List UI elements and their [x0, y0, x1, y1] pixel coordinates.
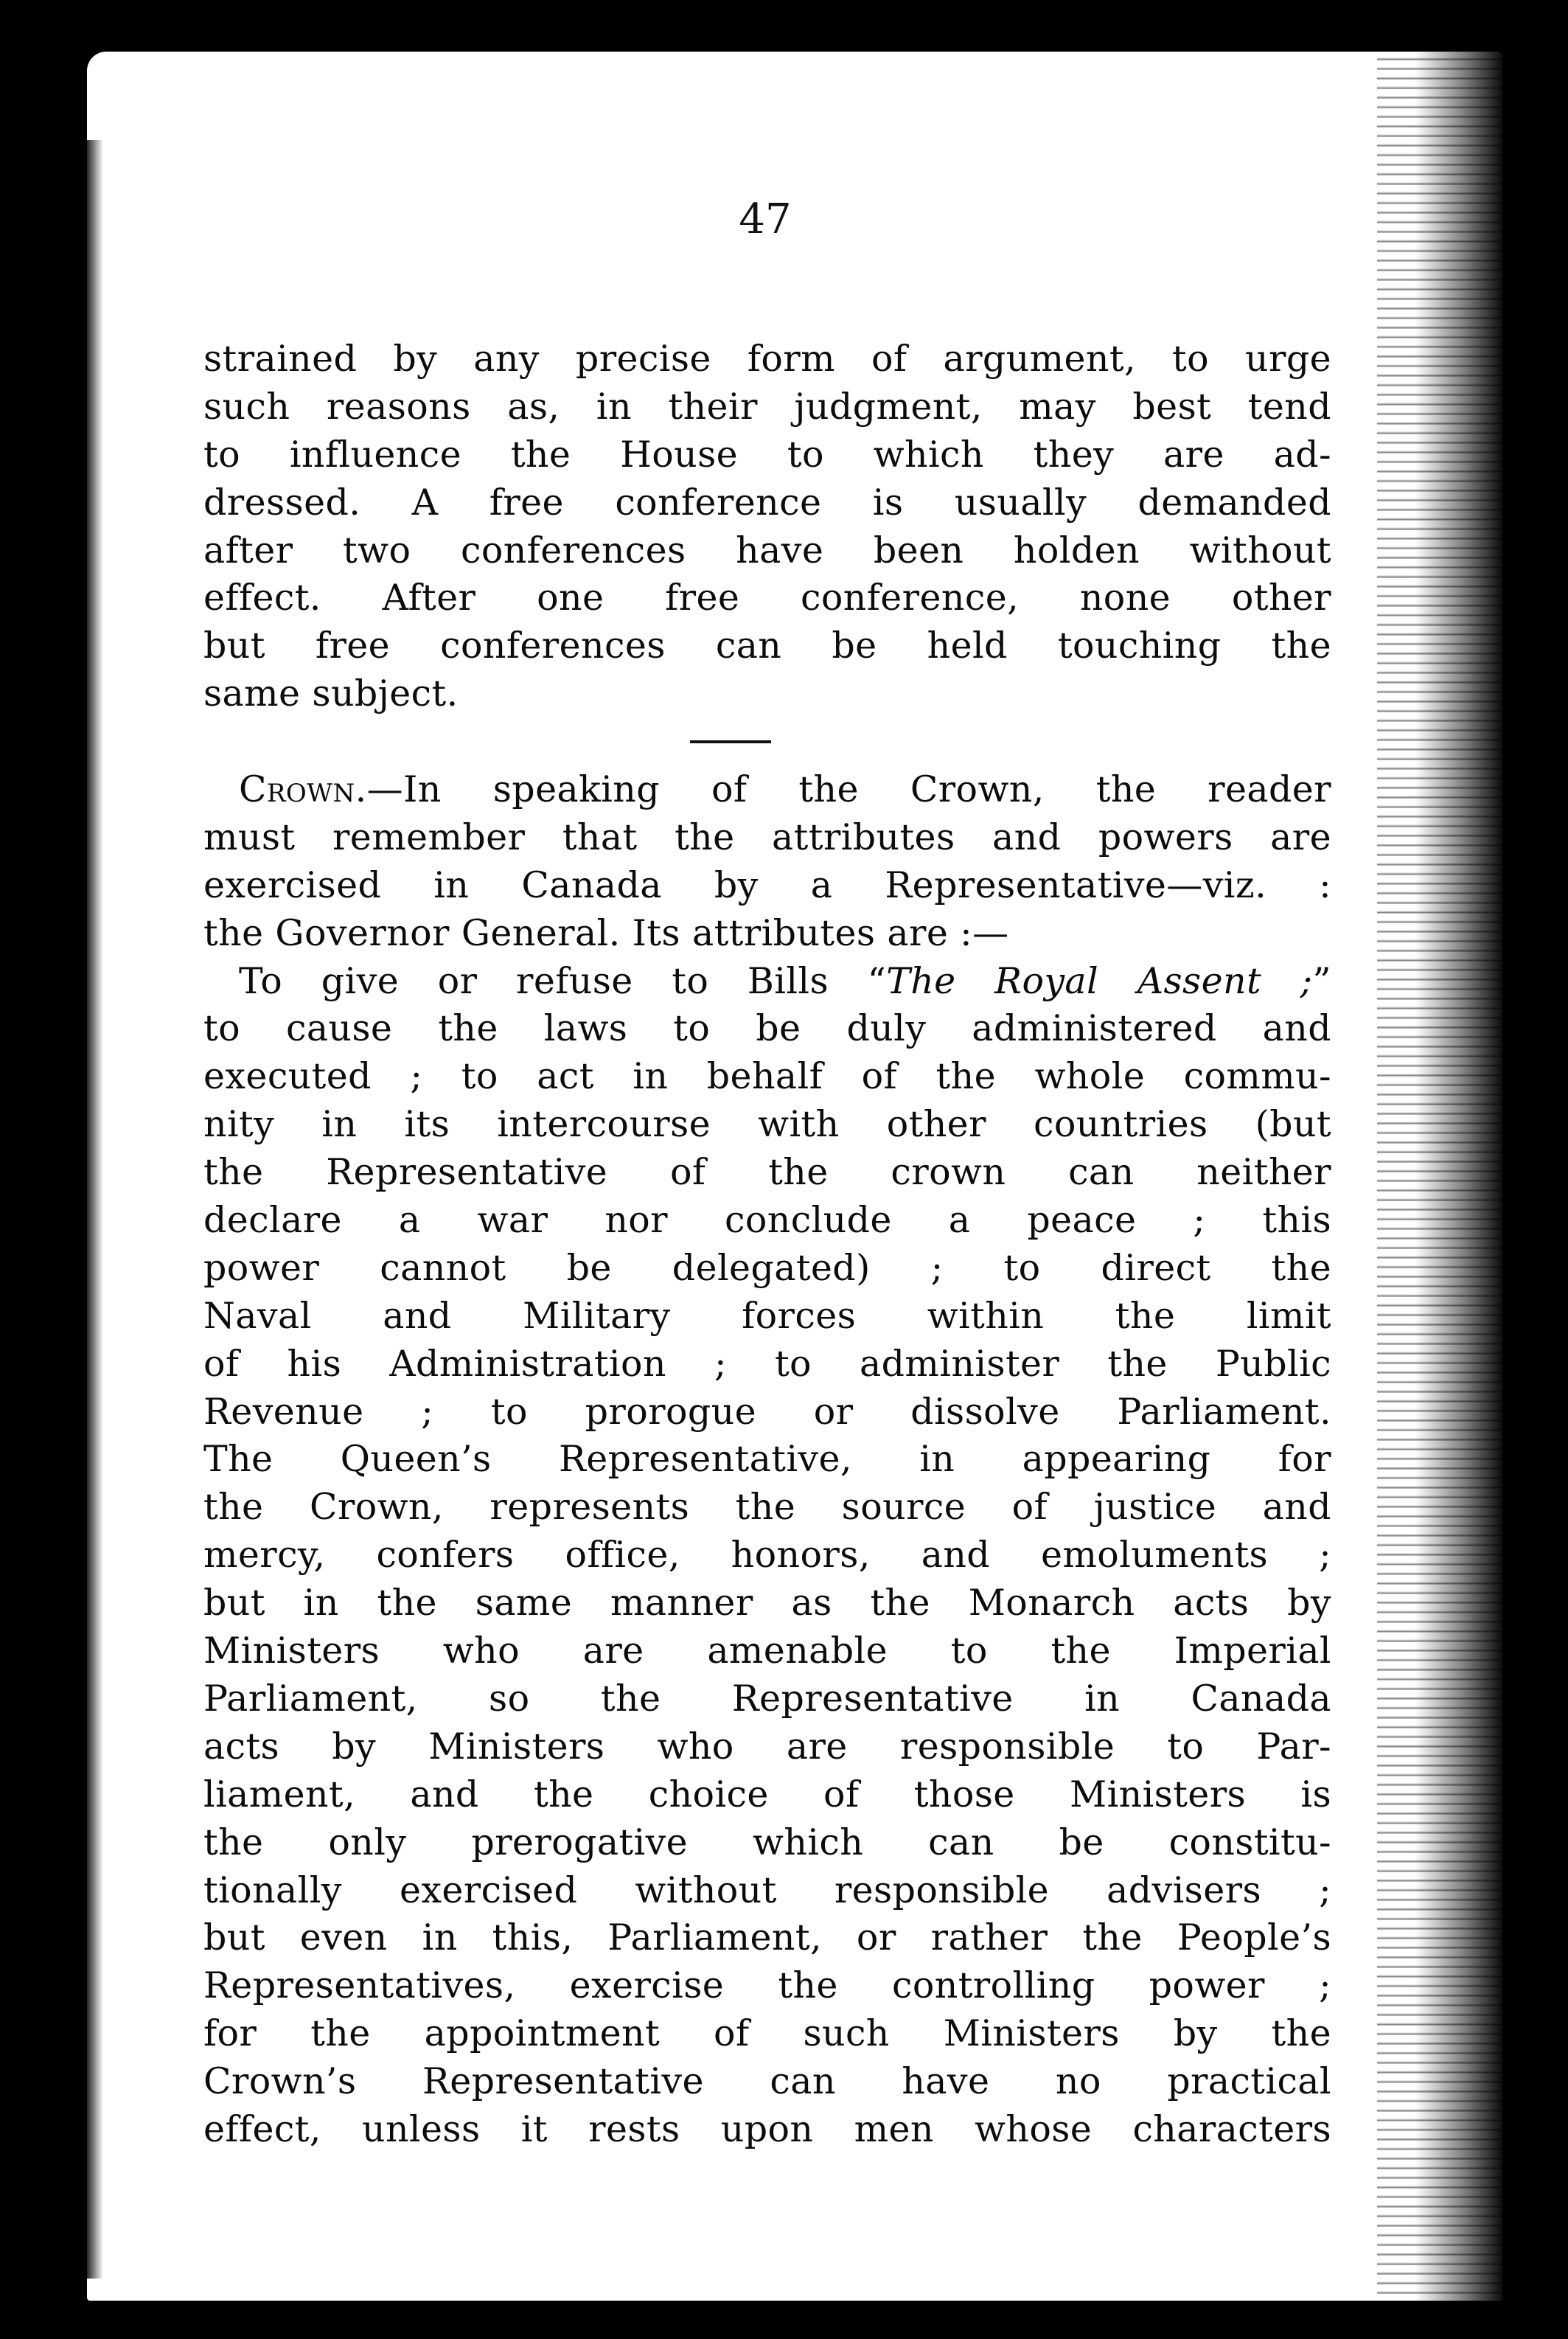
text-line: Parliament, so the Representative in Canada [203, 1677, 1331, 1720]
text-line: but even in this, Parliament, or rather the People’s [203, 1916, 1331, 1959]
text-segment: To give or refuse to Bills “ [239, 959, 887, 1002]
text-line: The Queen’s Representative, in appearing for [203, 1438, 1331, 1481]
text-line: exercised in Canada by a Representative—viz. : [203, 863, 1331, 906]
text-line [203, 766, 1331, 814]
text-line: mercy, confers office, honors, and emoluments ; [203, 1534, 1331, 1577]
text-line: Naval and Military forces within the limit [203, 1294, 1331, 1337]
text-line: to influence the House to which they are ad- [203, 433, 1331, 476]
italic-phrase: The Royal Assent ; [886, 959, 1313, 1002]
text-line: Ministers who are amenable to the Imperial [203, 1630, 1331, 1672]
text-line: after two conferences have been holden without [203, 529, 1331, 571]
text-line: executed ; to act in behalf of the whole commu- [203, 1055, 1331, 1098]
text-line: strained by any precise form of argument, to urge [203, 338, 1331, 380]
text-line: of his Administration ; to administer the Public [203, 1342, 1331, 1385]
separator-rule [690, 740, 771, 743]
text-line: same subject. [203, 672, 459, 715]
text-line: the Crown, represents the source of justice and [203, 1486, 1331, 1529]
text-line: must remember that the attributes and powers are [203, 816, 1331, 858]
text-line: acts by Ministers who are responsible to Par- [203, 1725, 1331, 1768]
text-segment: ” [1312, 959, 1331, 1002]
text-line: the only prerogative which can be constitu- [203, 1821, 1331, 1863]
text-line: to cause the laws to be duly administered and [203, 1007, 1331, 1050]
text-line: liament, and the choice of those Ministers is [203, 1773, 1331, 1815]
text-line: effect, unless it rests upon men whose characters [203, 2107, 1331, 2150]
text-line [203, 958, 1331, 1006]
page-left-edge-shadow [87, 140, 103, 2279]
text-line: declare a war nor conclude a peace ; this [203, 1199, 1331, 1242]
text-line-rest: —In speaking of the Crown, the reader [366, 768, 1331, 811]
text-line: effect. After one free conference, none other [203, 577, 1331, 619]
section-separator [203, 718, 1331, 766]
text-line: Crown’s Representative can have no practical [203, 2060, 1331, 2103]
text-line: power cannot be delegated) ; to direct the [203, 1246, 1331, 1289]
text-line: nity in its intercourse with other countries (but [203, 1103, 1331, 1146]
book-page [87, 52, 1502, 2301]
text-line: Revenue ; to prorogue or dissolve Parliament. [203, 1390, 1331, 1433]
section-heading: Crown. [239, 768, 367, 811]
text-line: for the appointment of such Ministers by the [203, 2012, 1331, 2055]
text-line: such reasons as, in their judgment, may best tend [203, 385, 1331, 428]
text-line: Representatives, exercise the controlling power ; [203, 1964, 1331, 2007]
text-line: the Representative of the crown can neither [203, 1151, 1331, 1194]
page-number: 47 [739, 195, 792, 243]
text-line: dressed. A free conference is usually demanded [203, 481, 1331, 524]
page-right-edge-shadow [1377, 52, 1502, 2301]
text-line: but free conferences can be held touching the [203, 625, 1331, 667]
body-text [203, 336, 1331, 2154]
text-line: but in the same manner as the Monarch acts by [203, 1582, 1331, 1624]
text-line: tionally exercised without responsible advisers ; [203, 1869, 1331, 1911]
text-line: the Governor General. Its attributes are :— [203, 911, 1009, 954]
